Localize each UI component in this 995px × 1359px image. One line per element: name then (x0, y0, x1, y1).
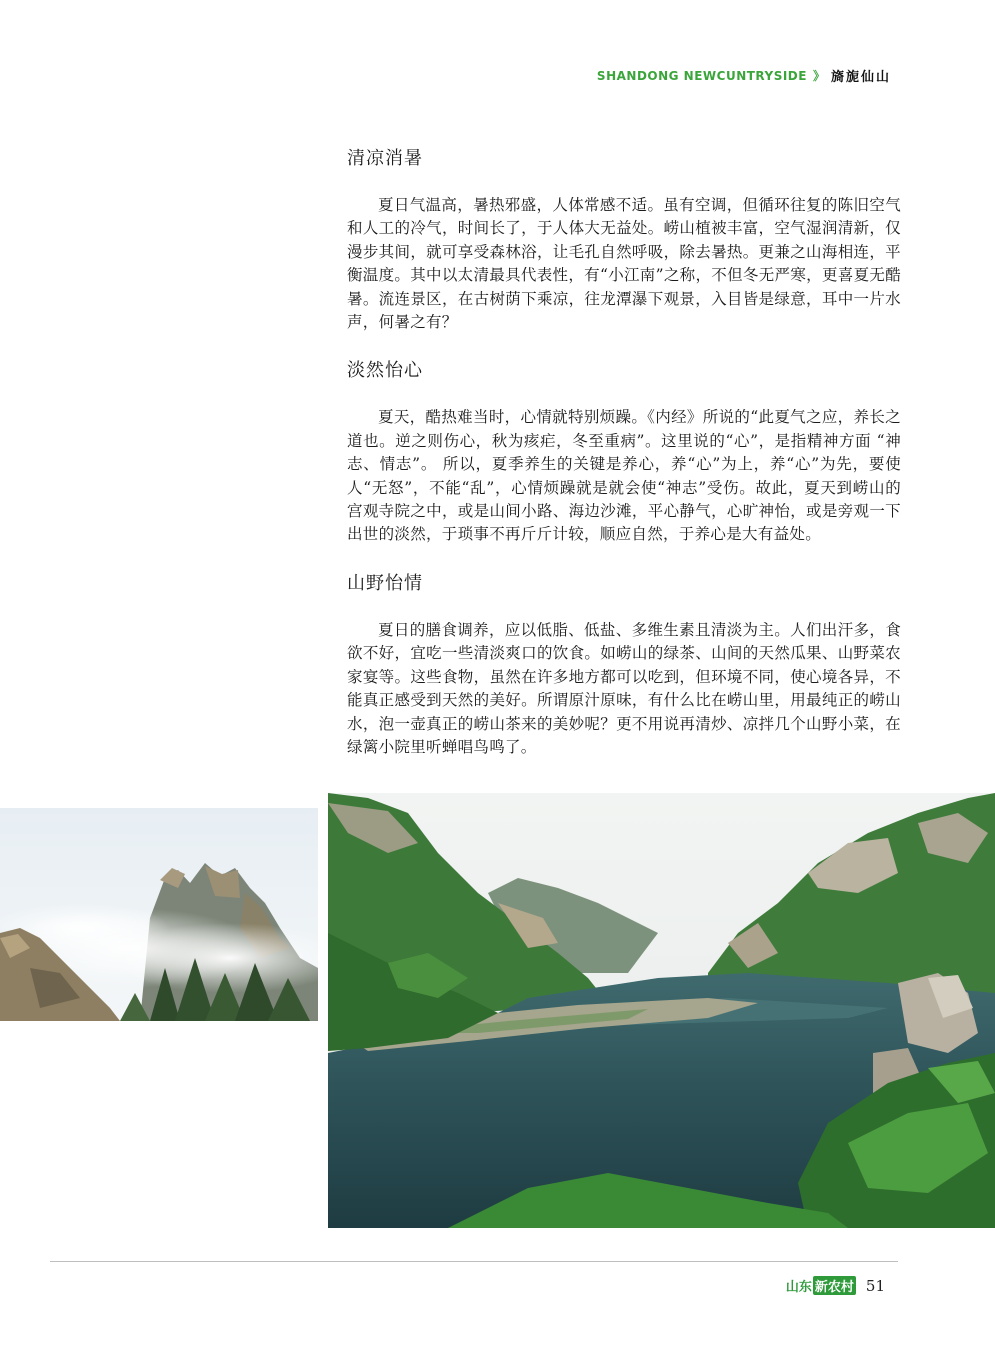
column-title: 旖旎仙山 (830, 70, 891, 85)
misty-mountain-illustration (0, 808, 318, 1021)
article-body (347, 146, 901, 783)
header-separator: 》 (812, 69, 825, 83)
footer-rule (50, 1261, 898, 1262)
logo-text-shandong: 山东 (785, 1280, 812, 1295)
section-title: 山野怡情 (347, 572, 423, 594)
page-number: 51 (865, 1276, 885, 1295)
mountain-lake-photo (328, 793, 995, 1228)
footer (786, 1276, 885, 1295)
section-food (347, 571, 901, 759)
section-paragraph: 夏天，酷热难当时，心情就特别烦躁。《内经》所说的“此夏气之应，养长之道也。逆之则伤心，秋为痎疟，冬至重病”。这里说的“心”，是指精神方面 “神志、情志”。 所以，夏季养生的关键是养心，养“心”为上，养“心”为先，要使人“无怒”，不能“乱”，心情烦躁就是就会使“神志”受伤。故此，夏天到崂山的宫观寺院之中，或是山间小路、海边沙滩，平心静气，心旷神怡，或是旁观一下出世的淡然，于琐事不再斤斤计较，顺应自然，于养心是大有益处。 (347, 408, 901, 544)
mountain-lake-illustration (328, 793, 995, 1228)
running-header (597, 66, 891, 85)
magazine-logo (786, 1276, 856, 1295)
section-title: 清凉消暑 (347, 148, 423, 169)
section-title: 淡然怡心 (347, 360, 423, 382)
section-heart (347, 358, 901, 546)
magazine-english-name: SHANDONG NEWCUNTRYSIDE (596, 68, 807, 83)
section-cooling (347, 146, 901, 334)
section-paragraph: 夏日的膳食调养，应以低脂、低盐、多维生素且清淡为主。人们出汗多，食欲不好，宜吃一些清淡爽口的饮食。如崂山的绿茶、山间的天然瓜果、山野菜农家宴等。这些食物，虽然在许多地方都可以吃到，但环境不同，使心境各异，不能真正感受到天然的美好。所谓原汁原味，有什么比在崂山里，用最纯正的崂山水，泡一壶真正的崂山茶来的美妙呢？更不用说再清炒、凉拌几个山野小菜，在绿篱小院里听蝉唱鸟鸣了。 (347, 620, 901, 756)
section-paragraph: 夏日气温高，暑热邪盛，人体常感不适。虽有空调，但循环往复的陈旧空气和人工的冷气，时间长了，于人体大无益处。崂山植被丰富，空气湿润清新，仅漫步其间，就可享受森林浴，让毛孔自然呼吸，除去暑热。更兼之山海相连，平衡温度。其中以太清最具代表性，有“小江南”之称，不但冬无严寒，更喜夏无酷暑。流连景区，在古树荫下乘凉，往龙潭瀑下观景，入目皆是绿意，耳中一片水声，何暑之有？ (347, 196, 901, 332)
logo-text-newcountryside: 新农村 (813, 1276, 856, 1295)
misty-mountain-photo (0, 808, 318, 1021)
